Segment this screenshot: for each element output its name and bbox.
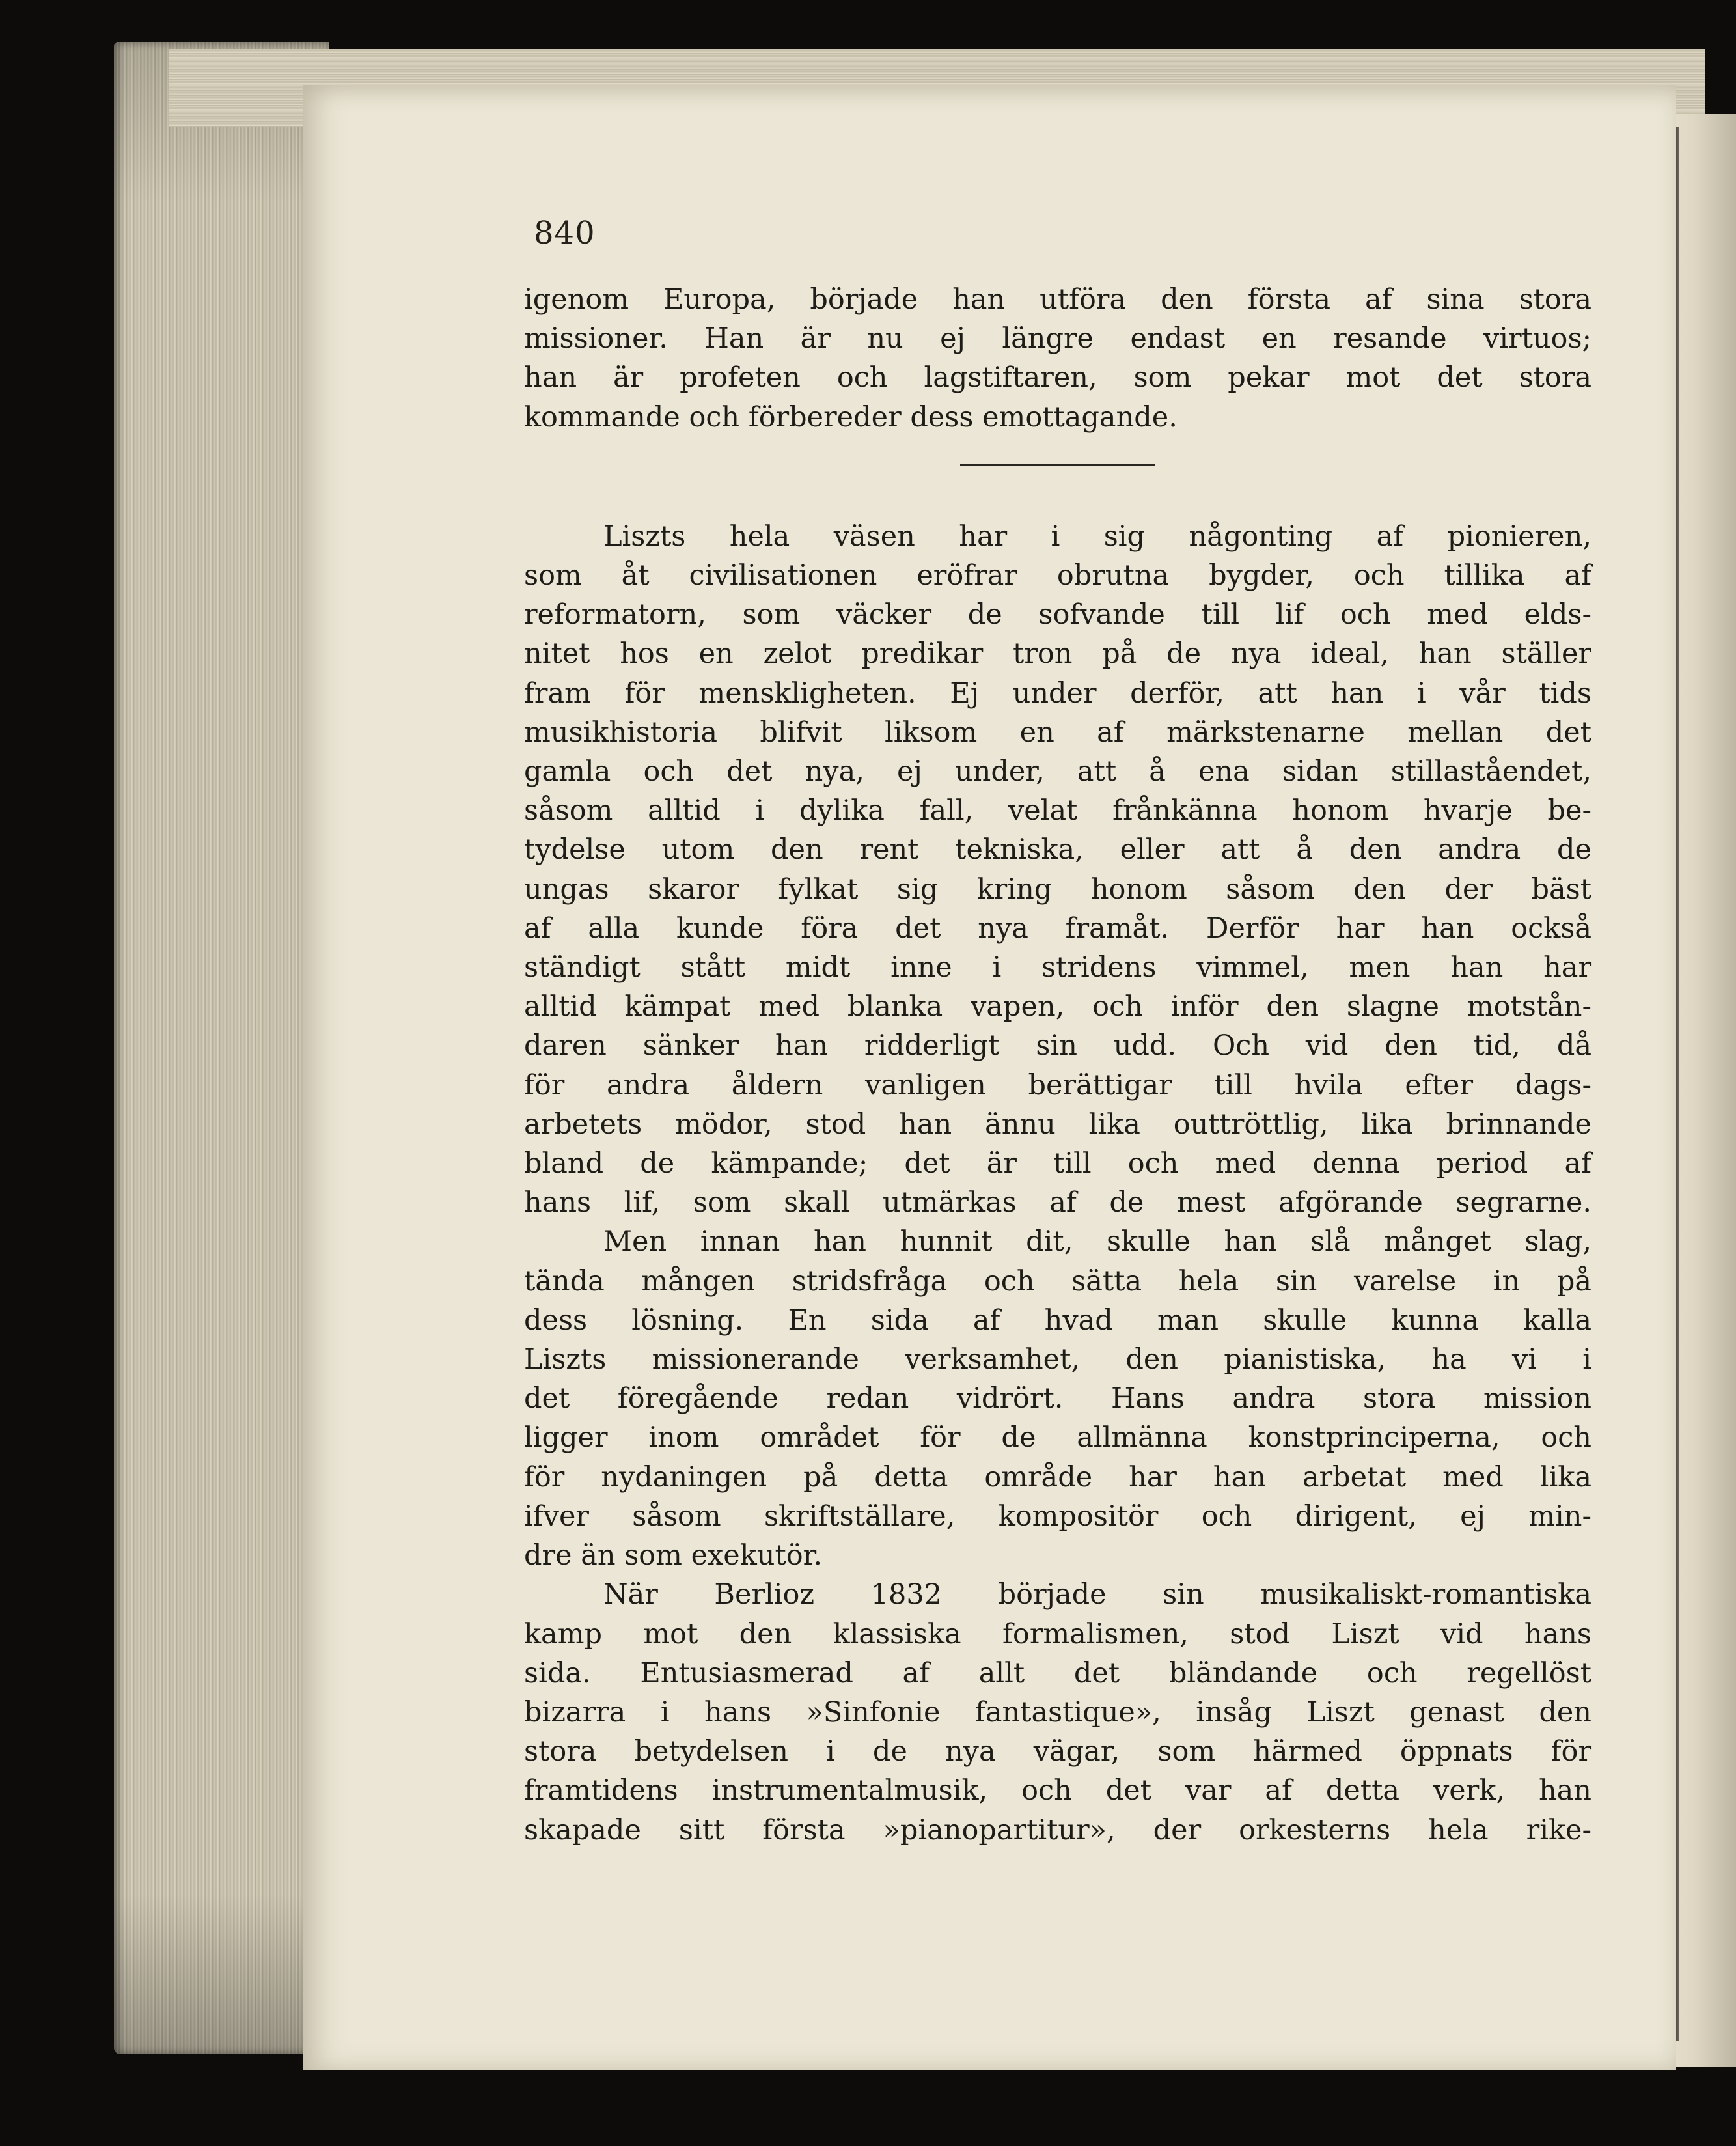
text-line: såsom alltid i dylika fall, velat frånkänna honom hvarje be- xyxy=(524,794,1591,828)
text-line: som åt civilisationen eröfrar obrutna bygder, och tillika af xyxy=(524,559,1591,592)
text-line: hans lif, som skall utmärkas af de mest afgörande segrarne. xyxy=(524,1186,1591,1219)
body-text xyxy=(524,280,1591,1850)
text-line: ifver såsom skriftställare, kompositör och dirigent, ej min- xyxy=(524,1499,1591,1533)
text-line: daren sänker han ridderligt sin udd. Och vid den tid, då xyxy=(524,1029,1591,1063)
text-line: bland de kämpande; det är till och med denna period af xyxy=(524,1147,1591,1180)
spacer xyxy=(524,466,1591,517)
text-line: han är profeten och lagstiftaren, som pekar mot det stora xyxy=(524,361,1591,395)
page-number: 840 xyxy=(534,215,596,251)
text-line: Men innan han hunnit dit, skulle han slå månget slag, xyxy=(603,1225,1591,1259)
text-line: fram för menskligheten. Ej under derför, att han i vår tids xyxy=(524,676,1591,710)
text-line: stora betydelsen i de nya vägar, som härmed öppnats för xyxy=(524,1735,1591,1768)
text-line: alltid kämpat med blanka vapen, och inför den slagne motstån- xyxy=(524,990,1591,1024)
text-line: bizarra i hans »Sinfonie fantastique», insåg Liszt genast den xyxy=(524,1695,1591,1729)
text-line: Liszts missionerande verksamhet, den pianistiska, ha vi i xyxy=(524,1343,1591,1376)
text-line: ständigt stått midt inne i stridens vimmel, men han har xyxy=(524,951,1591,984)
text-line: framtidens instrumentalmusik, och det var af detta verk, han xyxy=(524,1774,1591,1807)
text-line: arbetets mödor, stod han ännu lika outtröttlig, lika brinnande xyxy=(524,1108,1591,1141)
text-line: reformatorn, som väcker de sofvande till lif och med elds- xyxy=(524,598,1591,632)
text-line: af alla kunde föra det nya framåt. Derför har han också xyxy=(524,912,1591,945)
text-line: Liszts hela väsen har i sig någonting af pionieren, xyxy=(603,520,1591,553)
right-page-edge xyxy=(1666,114,1736,2067)
book-page xyxy=(303,85,1676,2070)
text-line: dre än som exekutör. xyxy=(524,1539,823,1572)
text-line: sida. Entusiasmerad af allt det bländande och regellöst xyxy=(524,1656,1591,1690)
text-line: det föregående redan vidrört. Hans andra stora mission xyxy=(524,1382,1591,1415)
text-line: ligger inom området för de allmänna konstprinciperna, och xyxy=(524,1421,1591,1455)
text-line: kamp mot den klassiska formalismen, stod Liszt vid hans xyxy=(524,1617,1591,1651)
text-line: gamla och det nya, ej under, att å ena sidan stillaståendet, xyxy=(524,755,1591,788)
text-line: När Berlioz 1832 började sin musikaliskt-romantiska xyxy=(603,1578,1591,1611)
text-line: tända mången stridsfråga och sätta hela sin varelse in på xyxy=(524,1264,1591,1298)
text-line: missioner. Han är nu ej längre endast en resande virtuos; xyxy=(524,322,1591,355)
text-line: ungas skaror fylkat sig kring honom såsom den der bäst xyxy=(524,872,1591,906)
text-line: tydelse utom den rent tekniska, eller att å den andra de xyxy=(524,833,1591,867)
stacked-page-edges-left xyxy=(114,42,329,2054)
text-line: skapade sitt första »pianopartitur», der orkesterns hela rike- xyxy=(524,1813,1591,1846)
text-line: för nydaningen på detta område har han arbetat med lika xyxy=(524,1460,1591,1494)
text-line: dess lösning. En sida af hvad man skulle kunna kalla xyxy=(524,1303,1591,1337)
text-line: kommande och förbereder dess emottagande. xyxy=(524,400,1178,434)
text-line: för andra åldern vanligen berättigar till hvila efter dags- xyxy=(524,1068,1591,1102)
text-line: igenom Europa, började han utföra den första af sina stora xyxy=(524,283,1591,316)
section-divider xyxy=(960,464,1155,466)
text-line: nitet hos en zelot predikar tron på de nya ideal, han ställer xyxy=(524,637,1591,671)
text-line: musikhistoria blifvit liksom en af märkstenarne mellan det xyxy=(524,716,1591,749)
